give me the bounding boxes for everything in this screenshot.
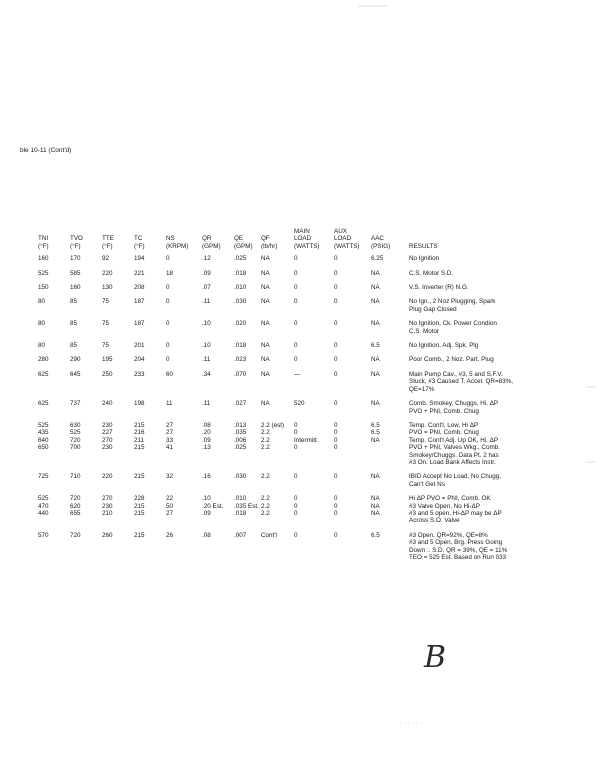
cell-line: — xyxy=(294,370,301,378)
cell-line: .34 xyxy=(202,370,211,378)
cell-line: Main Pump Cav., #3, 5 and S.F.V. xyxy=(409,370,503,378)
cell-line: 211 xyxy=(134,436,145,444)
cell-line: 525 xyxy=(38,269,49,277)
cell-line: 22 xyxy=(166,495,174,503)
cell-line: 0 xyxy=(294,495,298,503)
cell-line: 625 xyxy=(38,370,49,378)
cell-line: 26 xyxy=(166,531,174,539)
cell-line: 0 xyxy=(334,531,338,539)
header-tc: TC (°F) xyxy=(134,235,145,250)
header-results: RESULTS xyxy=(409,242,438,250)
cell-line: Poor Comb., 2 Noz. Part. Plug xyxy=(409,356,494,364)
cell-line: Smokey/Chuggs. Data Pt. 2 has xyxy=(409,451,499,459)
cell-line: 204 xyxy=(134,356,145,364)
cell-line: 6.5 xyxy=(371,429,380,437)
cell-line: 2.2 xyxy=(261,509,270,517)
cell-line: 216 xyxy=(134,429,145,437)
cell-line: 11 xyxy=(166,400,173,408)
cell-line: Temp. Cont'l Adj. Up OK, Hi. ΔP xyxy=(409,436,499,444)
cell-line: 215 xyxy=(134,421,145,429)
cell-line: NA xyxy=(261,320,270,328)
cell-line: 240 xyxy=(102,400,113,408)
cell-line: .10 xyxy=(202,320,211,328)
cell-line: 0 xyxy=(334,320,338,328)
cell-line: 230 xyxy=(102,444,113,452)
cell-line: 18 xyxy=(166,269,174,277)
cell-line: 270 xyxy=(102,436,113,444)
cell-line: 0 xyxy=(166,284,170,292)
cell-line: .11 xyxy=(202,298,211,306)
cell-line: 0 xyxy=(294,421,298,429)
cell-line: 230 xyxy=(102,421,113,429)
cell-line: .09 xyxy=(202,269,211,277)
cell-line: 0 xyxy=(334,255,338,263)
cell-line: .018 xyxy=(234,342,247,350)
cell-line: 60 xyxy=(166,370,174,378)
cell-line: 0 xyxy=(294,269,298,277)
cell-line: NA xyxy=(371,356,380,364)
cell-line: 75 xyxy=(102,342,110,350)
cell-line: 630 xyxy=(70,421,81,429)
cell-line: 215 xyxy=(134,509,145,517)
cell-line: NA xyxy=(261,255,270,263)
cell-line: .08 xyxy=(202,531,211,539)
cell-line: .16 xyxy=(202,473,211,481)
cell-line: .013 xyxy=(234,421,247,429)
cell-line: 0 xyxy=(334,400,338,408)
cell-line: Can't Get Ns xyxy=(409,480,445,488)
header-tvo: TVO (°F) xyxy=(70,235,83,250)
cell-line: 470 xyxy=(38,502,49,510)
cell-line: Temp. Cont'l, Low, Hi ΔP xyxy=(409,421,479,429)
cell-line: 525 xyxy=(70,429,81,437)
cell-line: NA xyxy=(371,436,380,444)
cell-line: #3 Open, QR=92%, QE=8% xyxy=(409,531,488,539)
cell-line: 215 xyxy=(134,531,145,539)
cell-line: 6.5 xyxy=(371,421,380,429)
cell-line: NA xyxy=(371,269,380,277)
cell-line: .20 xyxy=(202,429,211,437)
cell-line: .010 xyxy=(234,284,247,292)
cell-line: 230 xyxy=(102,502,113,510)
cell-line: 2.2 xyxy=(261,429,270,437)
cell-line: .11 xyxy=(202,356,211,364)
cell-line: .13 xyxy=(202,444,211,452)
cell-line: 27 xyxy=(166,509,174,517)
cell-line: NA xyxy=(371,400,380,408)
cell-line: NA xyxy=(261,342,270,350)
cell-line: 0 xyxy=(294,531,298,539)
cell-line: No Ignition, Ck. Power Condion xyxy=(409,320,497,328)
cell-line: 0 xyxy=(294,255,298,263)
cell-line: .035 xyxy=(234,429,247,437)
cell-line: 570 xyxy=(38,531,49,539)
cell-line: 655 xyxy=(70,509,81,517)
cell-line: .020 xyxy=(234,320,247,328)
cell-line: #3 and 5 open, Hi-ΔP may be ΔP xyxy=(409,509,502,517)
cell-line: .023 xyxy=(234,356,247,364)
header-aac: AAC (PSIG) xyxy=(371,235,391,250)
cell-line: 210 xyxy=(102,509,113,517)
cell-line: 0 xyxy=(294,320,298,328)
cell-line: 520 xyxy=(294,400,305,408)
cell-line: 2.2 (est) xyxy=(261,421,285,429)
cell-line: 737 xyxy=(70,400,81,408)
cell-line: NA xyxy=(261,356,270,364)
cell-line: 0 xyxy=(294,284,298,292)
cell-line: .030 xyxy=(234,298,247,306)
cell-line: 194 xyxy=(134,255,145,263)
cell-line: 33 xyxy=(166,436,174,444)
cell-line: .10 xyxy=(202,495,211,503)
cell-line: .07 xyxy=(202,284,211,292)
cell-line: 201 xyxy=(134,342,145,350)
cell-line: 0 xyxy=(334,436,338,444)
cell-line: 0 xyxy=(334,356,338,364)
header-tni: TNI (°F) xyxy=(38,235,49,250)
cell-line: 198 xyxy=(134,400,145,408)
cell-line: 525 xyxy=(38,495,49,503)
cell-line: .027 xyxy=(234,400,247,408)
cell-line: NA xyxy=(371,298,380,306)
cell-line: Intermitt. xyxy=(294,436,319,444)
cell-line: .030 xyxy=(234,473,247,481)
cell-line: .007 xyxy=(234,531,247,539)
cell-line: No Ign., 2 Noz Plugging, Spark xyxy=(409,298,496,306)
cell-line: 228 xyxy=(134,495,145,503)
cell-line: NA xyxy=(261,370,270,378)
cell-line: .025 xyxy=(234,444,247,452)
cell-line: 435 xyxy=(38,429,49,437)
cell-line: 0 xyxy=(334,429,338,437)
cell-line: 625 xyxy=(38,400,49,408)
cell-line: No Ignition, Adj. Spk. Plg xyxy=(409,342,479,350)
cell-line: 0 xyxy=(334,284,338,292)
cell-line: 6.5 xyxy=(371,531,380,539)
cell-line: .018 xyxy=(234,509,247,517)
cell-line: 700 xyxy=(70,444,81,452)
cell-line: 41 xyxy=(166,444,174,452)
cell-line: 0 xyxy=(334,370,338,378)
cell-line: 270 xyxy=(102,495,113,503)
cell-line: 2.2 xyxy=(261,473,270,481)
cell-line: 215 xyxy=(134,473,145,481)
cell-line: PVO = PNI, Comb. Chug xyxy=(409,429,479,437)
cell-line: 2.2 xyxy=(261,502,270,510)
cell-line: 2.2 xyxy=(261,444,270,452)
cell-line: 50 xyxy=(166,502,174,510)
cell-line: .12 xyxy=(202,255,211,263)
cell-line: 640 xyxy=(38,436,49,444)
cell-line: 220 xyxy=(102,473,113,481)
cell-line: Across S.O. Valve xyxy=(409,517,460,525)
cell-line: NA xyxy=(371,284,380,292)
cell-line: .10 xyxy=(202,342,211,350)
cell-line: 0 xyxy=(166,320,170,328)
cell-line: 260 xyxy=(102,531,113,539)
cell-line: 0 xyxy=(294,473,298,481)
cell-line: Down :. S.D. QR = 39%, QE = 11% xyxy=(409,546,508,554)
cell-line: #3 On. Load Bank Affects Instr. xyxy=(409,458,496,466)
cell-line: 85 xyxy=(70,298,78,306)
cell-line: 221 xyxy=(134,269,145,277)
cell-line: 525 xyxy=(38,421,49,429)
cell-line: NA xyxy=(371,495,380,503)
cell-line: 160 xyxy=(70,284,81,292)
header-tte: TTE (°F) xyxy=(102,235,114,250)
cell-line: IBID Accept No Load, No Chugg, xyxy=(409,473,502,481)
cell-line: 160 xyxy=(38,255,49,263)
header-main-load: MAIN LOAD (WATTS) xyxy=(294,228,320,250)
cell-line: NA xyxy=(261,400,270,408)
cell-line: 440 xyxy=(38,509,49,517)
cell-line: Comb. Smokey, Chuggs, Hi. ΔP xyxy=(409,400,499,408)
cell-line: 92 xyxy=(102,255,110,263)
cell-line: 0 xyxy=(166,342,170,350)
cell-line: PVO + PNI, Valves Wkg., Comb. xyxy=(409,444,501,452)
cell-line: 187 xyxy=(134,298,145,306)
cell-line: 80 xyxy=(38,298,46,306)
cell-line: 0 xyxy=(166,298,170,306)
cell-line: .018 xyxy=(234,269,247,277)
cell-line: 75 xyxy=(102,298,110,306)
cell-line: 195 xyxy=(102,356,113,364)
cell-line: .006 xyxy=(234,436,247,444)
cell-line: 720 xyxy=(70,495,81,503)
cell-line: 85 xyxy=(70,342,78,350)
cell-line: PVO + PNI, Comb. Chug xyxy=(409,407,479,415)
cell-line: .010 xyxy=(234,495,247,503)
header-ns: NS (KRPM) xyxy=(166,235,189,250)
cell-line: 233 xyxy=(134,370,145,378)
cell-line: 725 xyxy=(38,473,49,481)
cell-line: 0 xyxy=(334,421,338,429)
header-qr: QR (GPM) xyxy=(202,235,221,250)
cell-line: 75 xyxy=(102,320,110,328)
cell-line: 0 xyxy=(294,298,298,306)
cell-line: Stuck, #3 Caused T. Accel. QR=83%, xyxy=(409,378,514,386)
cell-line: TEO = 525 Est. Based on Run 033 xyxy=(409,554,507,561)
cell-line: 170 xyxy=(70,255,81,263)
cell-line: C.S. Motor xyxy=(409,327,440,335)
cell-line: V.S. Inverter (R) N.G. xyxy=(409,284,469,292)
cell-line: 0 xyxy=(334,342,338,350)
cell-line: NA xyxy=(261,298,270,306)
cell-line: Hi ΔP PVO = PNI, Comb. OK xyxy=(409,495,491,503)
cell-line: 585 xyxy=(70,269,81,277)
table-caption: ble 10-11 (Cont'd) xyxy=(20,147,72,154)
cell-line: No Ignition xyxy=(409,255,440,263)
cell-line: 6.5 xyxy=(371,342,380,350)
cell-line: 720 xyxy=(70,531,81,539)
cell-line: 27 xyxy=(166,429,174,437)
cell-line: NA xyxy=(261,269,270,277)
cell-line: 710 xyxy=(70,473,81,481)
header-qe: QE (GPM) xyxy=(234,235,253,250)
cell-line: 2.2 xyxy=(261,436,270,444)
cell-line: 620 xyxy=(70,502,81,510)
cell-line: .11 xyxy=(202,400,211,408)
cell-line: 208 xyxy=(134,284,145,292)
cell-line: NA xyxy=(371,502,380,510)
cell-line: 0 xyxy=(334,269,338,277)
cell-line: Plug Gap Closed xyxy=(409,305,457,313)
cell-line: 27 xyxy=(166,421,174,429)
cell-line: 227 xyxy=(102,429,113,437)
cell-line: 220 xyxy=(102,269,113,277)
cell-line: 80 xyxy=(38,320,46,328)
cell-line: Cont'l xyxy=(261,531,277,539)
handwritten-mark: B xyxy=(424,640,447,675)
cell-line: 645 xyxy=(70,370,81,378)
cell-line: 290 xyxy=(70,356,81,364)
cell-line: NA xyxy=(371,509,380,517)
cell-line: C.S. Motor S.D. xyxy=(409,269,454,277)
cell-line: 187 xyxy=(134,320,145,328)
cell-line: .09 xyxy=(202,436,211,444)
cell-line: 0 xyxy=(334,509,338,517)
cell-line: #3 Valve Open, No Hi-ΔP xyxy=(409,502,480,510)
cell-line: 0 xyxy=(166,356,170,364)
cell-line: 215 xyxy=(134,444,145,452)
cell-line: #3 and 5 Open, Brg. Press Going xyxy=(409,539,503,547)
cell-line: 0 xyxy=(166,255,170,263)
cell-line: 2.2 xyxy=(261,495,270,503)
cell-line: 0 xyxy=(294,356,298,364)
cell-line: .070 xyxy=(234,370,247,378)
cell-line: NA xyxy=(261,284,270,292)
cell-line: 0 xyxy=(334,298,338,306)
cell-line: 0 xyxy=(294,509,298,517)
cell-line: 0 xyxy=(334,473,338,481)
cell-line: .09 xyxy=(202,509,211,517)
cell-line: 650 xyxy=(38,444,49,452)
cell-line: QE=17% xyxy=(409,385,435,393)
cell-line: 0 xyxy=(334,495,338,503)
cell-line: 130 xyxy=(102,284,113,292)
cell-line: 6.25 xyxy=(371,255,384,263)
header-qf: QF (lb/hr) xyxy=(261,235,278,250)
cell-line: NA xyxy=(371,320,380,328)
cell-line: 80 xyxy=(38,342,46,350)
cell-line: 280 xyxy=(38,356,49,364)
cell-line: 0 xyxy=(294,342,298,350)
cell-line: NA xyxy=(371,370,380,378)
cell-line: 0 xyxy=(294,502,298,510)
cell-line: 720 xyxy=(70,436,81,444)
cell-line: 0 xyxy=(294,444,298,452)
cell-line: .035 Est. xyxy=(234,502,259,510)
cell-line: 0 xyxy=(294,429,298,437)
cell-line: 215 xyxy=(134,502,145,510)
cell-line: NA xyxy=(371,473,380,481)
cell-line: .025 xyxy=(234,255,247,263)
cell-line: 32 xyxy=(166,473,174,481)
cell-line: 0 xyxy=(334,444,338,452)
cell-line: 250 xyxy=(102,370,113,378)
cell-line: .20 Est. xyxy=(202,502,224,510)
cell-line: 85 xyxy=(70,320,78,328)
cell-line: .08 xyxy=(202,421,211,429)
cell-line: 150 xyxy=(38,284,49,292)
cell-line: 0 xyxy=(334,502,338,510)
header-aux-load: AUX LOAD (WATTS) xyxy=(334,228,360,250)
